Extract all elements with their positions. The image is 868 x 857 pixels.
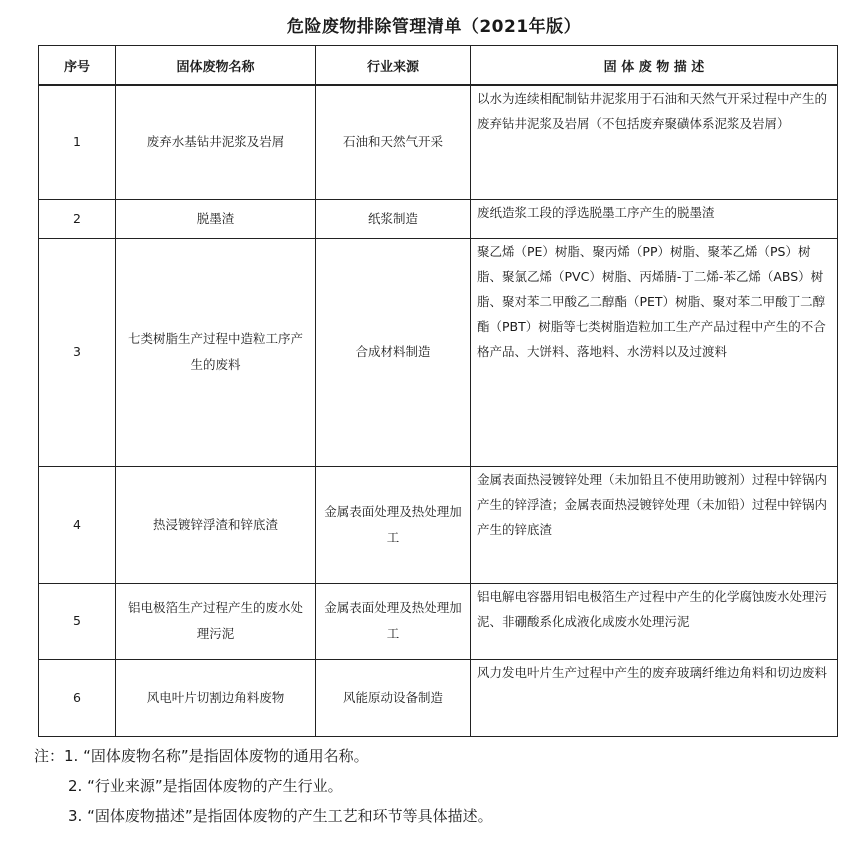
- table-row: [39, 199, 838, 238]
- cell-name: 铝电极箔生产过程产生的废水处理污泥: [116, 583, 316, 659]
- cell-description: 铝电解电容器用铝电极箔生产过程中产生的化学腐蚀废水处理污泥、非硼酸系化成液化成废水处理污泥: [471, 583, 838, 659]
- cell-name: 风电叶片切割边角料废物: [116, 659, 316, 736]
- table-row: [39, 85, 838, 199]
- cell-industry: 金属表面处理及热处理加工: [316, 583, 471, 659]
- cell-name: 七类树脂生产过程中造粒工序产生的废料: [116, 238, 316, 466]
- cell-description: 聚乙烯（PE）树脂、聚丙烯（PP）树脂、聚苯乙烯（PS）树脂、聚氯乙烯（PVC）树脂、丙烯腈-丁二烯-苯乙烯（ABS）树脂、聚对苯二甲酸乙二醇酯（PET）树脂、聚对苯二甲酸丁二醇酯（PBT）树脂等七类树脂造粒加工生产产品过程中产生的不合格产品、大饼料、落地料、水涝料以及过渡料: [471, 238, 838, 466]
- cell-no: 6: [39, 659, 116, 736]
- cell-no: 2: [39, 199, 116, 238]
- table-row: [39, 238, 838, 466]
- cell-description: 金属表面热浸镀锌处理（未加铅且不使用助镀剂）过程中锌锅内产生的锌浮渣；金属表面热浸镀锌处理（未加铅）过程中锌锅内产生的锌底渣: [471, 466, 838, 583]
- cell-name: 热浸镀锌浮渣和锌底渣: [116, 466, 316, 583]
- footnotes: [34, 741, 854, 831]
- cell-industry: 风能原动设备制造: [316, 659, 471, 736]
- cell-description: 以水为连续相配制钻井泥浆用于石油和天然气开采过程中产生的废弃钻井泥浆及岩屑（不包括废弃聚磺体系泥浆及岩屑）: [471, 85, 838, 199]
- table-row: [39, 659, 838, 736]
- table-header-row: [39, 46, 838, 86]
- header-no: 序号: [39, 46, 116, 86]
- cell-no: 4: [39, 466, 116, 583]
- hazardous-waste-exclusion-table: [38, 45, 838, 737]
- cell-industry: 金属表面处理及热处理加工: [316, 466, 471, 583]
- cell-industry: 石油和天然气开采: [316, 85, 471, 199]
- cell-name: 脱墨渣: [116, 199, 316, 238]
- cell-description: 风力发电叶片生产过程中产生的废弃玻璃纤维边角料和切边废料: [471, 659, 838, 736]
- cell-no: 3: [39, 238, 116, 466]
- cell-name: 废弃水基钻井泥浆及岩屑: [116, 85, 316, 199]
- cell-no: 5: [39, 583, 116, 659]
- cell-no: 1: [39, 85, 116, 199]
- header-description: 固 体 废 物 描 述: [471, 46, 838, 86]
- cell-industry: 纸浆制造: [316, 199, 471, 238]
- footnote-2: 2. “行业来源”是指固体废物的产生行业。: [68, 777, 343, 795]
- footnote-1: 注：1. “固体废物名称”是指固体废物的通用名称。: [34, 747, 369, 765]
- header-name: 固体废物名称: [116, 46, 316, 86]
- table-row: [39, 466, 838, 583]
- cell-description: 废纸造浆工段的浮选脱墨工序产生的脱墨渣: [471, 199, 838, 238]
- cell-industry: 合成材料制造: [316, 238, 471, 466]
- page-title: 危险废物排除管理清单（2021年版）: [286, 17, 582, 37]
- footnote-3: 3. “固体废物描述”是指固体废物的产生工艺和环节等具体描述。: [68, 807, 493, 825]
- header-industry: 行业来源: [316, 46, 471, 86]
- table-row: [39, 583, 838, 659]
